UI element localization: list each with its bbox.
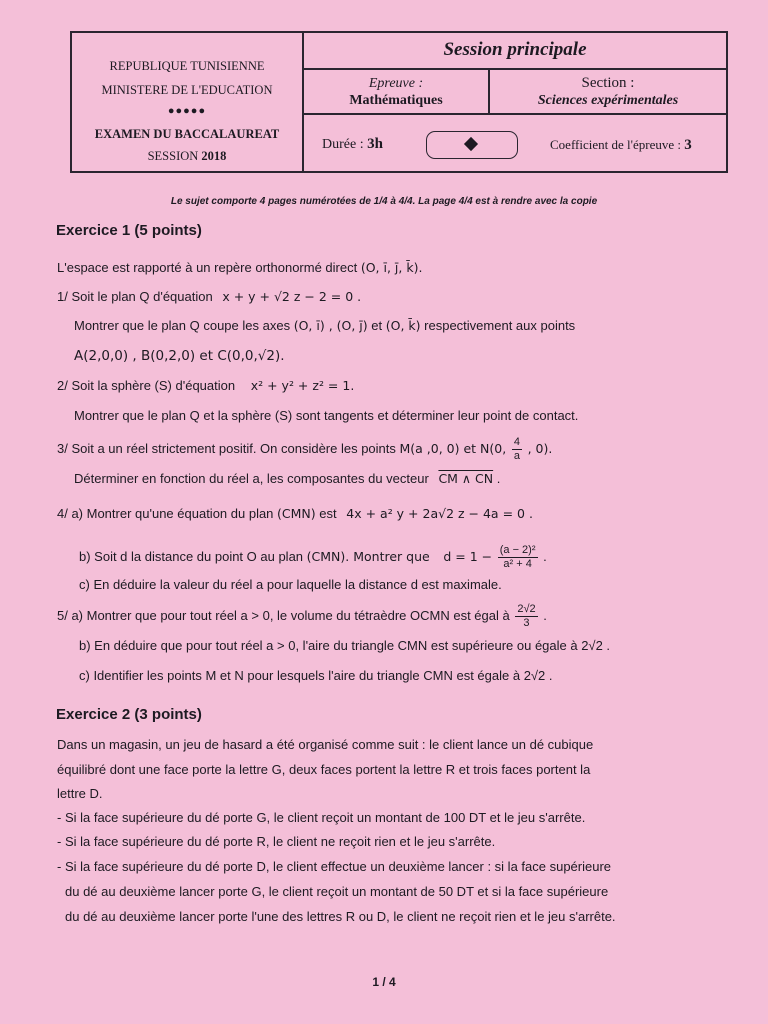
section-value: Sciences expérimentales	[537, 93, 679, 108]
divider	[304, 68, 726, 70]
fraction-denominator: a	[513, 450, 520, 462]
header-details	[304, 33, 726, 171]
exercise1-intro	[57, 260, 422, 275]
q3-text: 3/ Soit a un réel strictement positif. On considère les points	[57, 440, 396, 456]
q1-resp: respectivement aux points	[424, 318, 576, 333]
exercise2-title: Exercice 2 (3 points)	[56, 706, 202, 723]
intro-text: L'espace est rapporté à un repère orthonormé direct	[57, 260, 358, 275]
q3-fraction	[512, 436, 522, 463]
intro-frame: (O, ī, j̄, k̄).	[360, 260, 423, 275]
exercise2-bullet: - Si la face supérieure du dé porte G, le client reçoit un montant de 100 DT et le jeu s'arrête.	[57, 810, 586, 825]
q1-points: A(2,0,0) , B(0,2,0) et C(0,0,√2).	[74, 348, 285, 364]
duration	[322, 136, 383, 153]
q4b-fraction	[498, 544, 538, 571]
q1-axes: (O, ī) , (O, j̄)	[293, 318, 368, 333]
ministry: MINISTERE DE L'EDUCATION	[101, 83, 273, 97]
q3-end: , 0).	[527, 440, 553, 456]
divider	[304, 113, 726, 115]
q1-line	[57, 289, 361, 304]
fraction-denominator: 3	[523, 617, 530, 629]
epreuve-cell	[304, 75, 488, 109]
q1-text: 1/ Soit le plan Q d'équation	[57, 289, 213, 304]
q5a-fraction	[515, 603, 537, 630]
q3-statement	[74, 471, 500, 486]
q3-text2: Déterminer en fonction du réel a, les composantes du vecteur	[74, 471, 429, 486]
exercise2-bullet-continuation: du dé au deuxième lancer porte G, le client reçoit un montant de 50 DT et si la face supérieure	[65, 884, 609, 899]
fraction-numerator: 4	[513, 436, 520, 448]
q3-points: M(a ,0, 0) et N(0,	[399, 440, 507, 456]
q5a-text: 5/ a) Montrer que pour tout réel a > 0, le volume du tétraèdre OCMN est égal à	[57, 607, 510, 623]
subject-note: Le sujet comporte 4 pages numérotées de 1/4 à 4/4. La page 4/4 est à rendre avec la copie	[170, 196, 598, 207]
session-line	[72, 149, 302, 164]
section-cell	[490, 75, 726, 109]
epreuve-label: Epreuve :	[368, 76, 424, 91]
coefficient-value: 3	[684, 137, 692, 153]
epreuve-value: Mathématiques	[349, 93, 443, 108]
q1-equation: x + y + √2 z − 2 = 0 .	[222, 289, 362, 304]
duration-label: Durée :	[322, 137, 364, 152]
exercise2-bullet-continuation: du dé au deuxième lancer porte l'une des lettres R ou D, le client ne reçoit rien et le jeu s'arrête.	[65, 909, 616, 924]
exercise1-title: Exercice 1 (5 points)	[56, 222, 202, 239]
q2-text: 2/ Soit la sphère (S) d'équation	[57, 378, 236, 393]
q4b-dot: .	[543, 548, 547, 564]
exercise2-bullet: - Si la face supérieure du dé porte D, le client effectue un deuxième lancer : si la face supérieure	[57, 859, 612, 874]
q4a-plane: (CMN)	[277, 506, 316, 521]
q4a-text: 4/ a) Montrer qu'une équation du plan	[57, 506, 274, 521]
q4c-line: c) En déduire la valeur du réel a pour laquelle la distance d est maximale.	[79, 577, 502, 592]
exercise2-paragraph-line: Dans un magasin, un jeu de hasard a été organisé comme suit : le client lance un dé cubique	[57, 737, 594, 752]
q5c-line: c) Identifier les points M et N pour lesquels l'aire du triangle CMN est égale à 2√2 .	[79, 668, 553, 683]
q5a-line	[57, 603, 547, 630]
diamond-frame	[426, 131, 518, 159]
q2-line	[57, 378, 354, 393]
country: REPUBLIQUE TUNISIENNE	[109, 59, 265, 73]
q2-equation: x² + y² + z² = 1.	[250, 378, 355, 393]
q5b-line: b) En déduire que pour tout réel a > 0, l'aire du triangle CMN est supérieure ou égale à 2√2 .	[79, 638, 611, 653]
q4b-text2: (CMN). Montrer que	[306, 548, 430, 564]
q4a-line	[57, 506, 533, 521]
fraction-numerator: 2√2	[517, 603, 536, 615]
q4a-est: est	[319, 506, 337, 521]
q4b-line	[79, 544, 547, 571]
coefficient	[550, 137, 692, 154]
fraction-denominator: a² + 4	[503, 558, 532, 570]
diamond-icon	[464, 137, 478, 151]
session-label: SESSION	[147, 149, 199, 163]
q3-dot: .	[496, 471, 501, 486]
duration-value: 3h	[367, 136, 383, 152]
q5a-dot: .	[543, 607, 547, 623]
q1-axes-text: Montrer que le plan Q coupe les axes	[74, 318, 291, 333]
q2-statement: Montrer que le plan Q et la sphère (S) sont tangents et déterminer leur point de contact.	[74, 408, 579, 423]
exercise2-paragraph-line: lettre D.	[57, 786, 103, 801]
page-number: 1 / 4	[372, 975, 396, 989]
fraction-numerator: (a − 2)²	[499, 544, 536, 556]
q3-line	[57, 436, 552, 463]
q4b-equation: d = 1 −	[443, 548, 493, 564]
exercise2-bullet: - Si la face supérieure du dé porte R, le client ne reçoit rien et le jeu s'arrête.	[57, 834, 496, 849]
exam-header	[70, 31, 728, 173]
q1-et: et	[371, 318, 383, 333]
dots-separator: ●●●●●	[167, 105, 207, 117]
q3-vector: CM ∧ CN	[438, 471, 494, 486]
q1-axis3: (O, k̄)	[385, 318, 421, 333]
exam-title: EXAMEN DU BACCALAUREAT	[94, 127, 280, 141]
session-year: 2018	[201, 149, 227, 163]
exercise2-paragraph-line: équilibré dont une face porte la lettre G, deux faces portent la lettre R et trois faces portent la	[57, 762, 591, 777]
header-institution	[72, 33, 304, 171]
q4b-text: b) Soit d la distance du point O au plan	[79, 548, 304, 564]
section-label: Section :	[581, 75, 635, 91]
q1-axes-line	[74, 318, 575, 333]
session-type: Session principale	[443, 39, 587, 60]
q4a-equation: 4x + a² y + 2a√2 z − 4a = 0 .	[346, 506, 533, 521]
coefficient-label: Coefficient de l'épreuve :	[550, 137, 681, 152]
